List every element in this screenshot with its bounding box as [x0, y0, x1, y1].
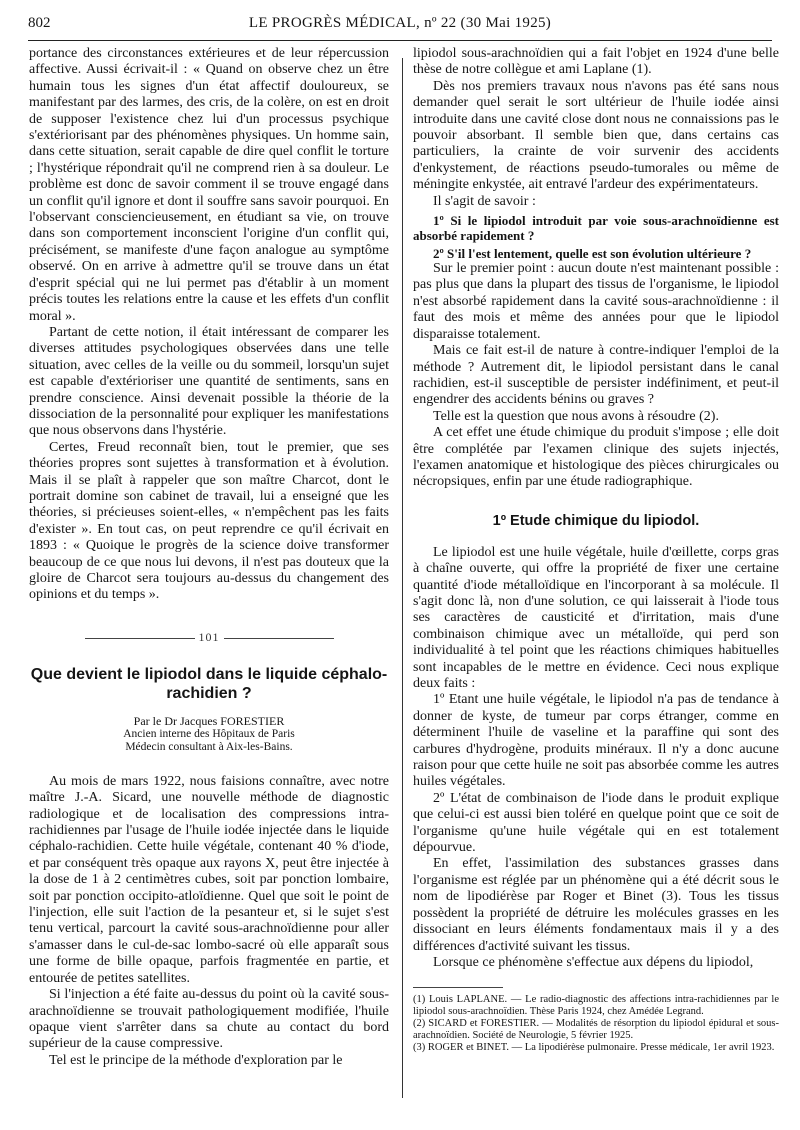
paragraph: Il s'agit de savoir :: [433, 193, 536, 209]
paragraph: Le lipiodol est une huile végétale, huile d'œillette, corps gras à chaîne ouverte, qui offre la propriété de fixer une certaine quantité d'iode métalloïdique en l'incorporant à sa molécule. Il s'agit donc là, non d'une solution, ce qui laisserait à l'iode tous ses caractères de causticité et d'irritation, mais d'une combinaison chimique avec un métalloïde, qui perd son individualité à tel point que les réactions chimiques habituelles sont incapables de le mettre en évidence. Ceci nous explique deux faits :: [413, 544, 779, 691]
paragraph: Mais ce fait est-il de nature à contre-indiquer l'emploi de la méthode ? Autrement dit, le lipiodol persistant dans le canal rachidien, est-il susceptible de persister indéfiniment, et peut-il engendrer des accidents bénins ou graves ?: [413, 343, 779, 408]
right-column: [413, 46, 779, 1054]
question: 2º S'il l'est lentement, quelle est son évolution ultérieure ?: [433, 246, 752, 262]
paragraph: Tel est le principe de la méthode d'exploration par le: [49, 1052, 343, 1068]
footnote: (3) ROGER et BINET. — La lipodiérèse pulmonaire. Presse médicale, 1er avril 1923.: [413, 1042, 775, 1054]
question: 1º Si le lipiodol introduit par voie sous-arachnoïdienne est absorbé rapidement ?: [413, 213, 779, 244]
footnote: (1) Louis LAPLANE. — Le radio-diagnostic des affections intra-rachidiennes par le lipiodol sous-arachnoïdien. Thèse Paris 1924, chez Amédée Legrand.: [413, 994, 779, 1018]
author-affiliation: Ancien interne des Hôpitaux de Paris: [123, 727, 295, 740]
separator-mark: 101: [198, 629, 220, 644]
column-divider: [402, 58, 403, 1098]
paragraph: 1º Etant une huile végétale, le lipiodol n'a pas de tendance à donner de kyste, de tumeur par corps étranger, comme en déterminent l'huile de vaseline et la paraffine qui sont des carbures d'hydrogène, produits minéraux. Il n'y a donc aucune raison pour que cette huile ne soit pas absorbée comme les autres huiles végétales.: [413, 692, 779, 790]
paragraph: Partant de cette notion, il était intéressant de comparer les diverses attitudes psychologiques observées dans une telle situation, avec celles de la veille ou du sommeil, lorsqu'un sujet est capable d'extérioriser une quantité de sentiments, sans en prendre conscience. Ainsi devenait possible la théorie de la dissociation de la personnalité pour expliquer les manifestations que nous observons dans l'hystérie.: [29, 324, 389, 439]
paragraph: Sur le premier point : aucun doute n'est maintenant possible : pas plus que dans la plupart des tissus de l'organisme, le lipiodol n'est absorbé rapidement dans la cavité sous-arachnoïdienne : il faut des mois et même des années pour que le lipiodol disparaisse totalement.: [413, 261, 779, 342]
article-separator: [29, 630, 389, 645]
paragraph: En effet, l'assimilation des substances grasses dans l'organisme est réglée par un phénomène qui a été décrit sous le nom de lipodiérèse par Roger et Binet (3). Tous les tissus possèdent la propriété de détruire les molécules grasses en les dissociant en leurs éléments fondamentaux mais il y a des différences d'activité suivant les tissus.: [413, 856, 779, 954]
author-affiliation: Médecin consultant à Aix-les-Bains.: [125, 740, 293, 753]
paragraph: portance des circonstances extérieures et de leur répercussion affective. Aussi écrivait-il : « Quand on observe chez un être humain tous les signes d'un état affectif douloureux, se manifestant par des larmes, des cris, de la colère, on est en droit de supposer l'existence chez lui d'un processus psychique s'extériorisant par des phénomènes physiques. Un homme sain, dans cette situation, serait capable de dire quel conflit le torture ; l'hystérique répondrait qu'il ne comprend rien à sa douleur. Le problème est donc de savoir comment il se trouve engagé dans un conflit qu'il ignore et dont il souffre sans savoir pourquoi. En l'observant consciencieusement, en étudiant sa vie, on trouve dans son comportement inconscient l'origine d'un conflit qui, précisément, se manifeste d'une façon analogue au symptôme observé. On en arrive à admettre qu'il se trouve dans un état d'esprit spécial qui ne lui permet pas d'établir à un moment précis toutes les relations entre la cause et les effets d'un conflit moral ».: [29, 46, 389, 324]
running-header: [28, 15, 772, 37]
journal-title: LE PROGRÈS MÉDICAL, nº 22 (30 Mai 1925): [248, 15, 552, 31]
paragraph: Au mois de mars 1922, nous faisions connaître, avec notre maître J.-A. Sicard, une nouvelle méthode de diagnostic radiologique et de localisation des compressions intra-rachidiennes par l'usage de l'huile iodée injectée dans le liquide céphalo-rachidien. Cette huile végétale, contenant 40 % d'iode, et par conséquent très opaque aux rayons X, peut être injectée à la dose de 1 à 2 centimètres cubes, soit par ponction lombaire, soit par ponction occipito-atloïdienne. Quel que soit le point de l'injection, elle suit l'action de la pesanteur et, si le sujet s'est tenu vertical, parcourt la cavité sous-arachnoïdienne pour aller s'amasser dans le cul-de-sac lombo-sacré où elle apparaît sous une forme de bille opaque, parfois fragmentée en partie, et entourée de petites satellites.: [29, 773, 389, 986]
footnote-rule: [413, 987, 503, 988]
paragraph: Certes, Freud reconnaît bien, tout le premier, que ses théories propres sont sujettes à transformation et à évolution. Mais il se plaît à rappeler que son maître Charcot, dont le portrait domine son cabinet de travail, lui a enseigné que les théories, si précieuses soient-elles, « n'empêchent pas les faits d'exister ». En tout cas, on peut reprendre ce qu'il écrivait en 1893 : « Quoique le progrès de la science doive transformer beaucoup de ce que nous lui devons, il n'est pas douteux que la gloire de Charcot sera toujours au-dessus du changement des opinions et du temps ».: [29, 439, 389, 603]
page-number: 802: [28, 15, 51, 31]
paragraph: 2º L'état de combinaison de l'iode dans le produit explique que celui-ci est aussi bien toléré en quelque point que ce soit de l'organisme qu'une huile végétale qui en est totalement dépourvue.: [413, 790, 779, 856]
paragraph: A cet effet une étude chimique du produit s'impose ; elle doit être complétée par l'examen clinique des sujets injectés, l'examen anatomique et histologique des pièces chirurgicales ou nécropsiques, enfin par une étude radiographique.: [413, 425, 779, 490]
author: Par le Dr Jacques FORESTIER: [133, 713, 285, 728]
article-title: Que devient le lipiodol dans le liquide céphalo-rachidien ?: [30, 665, 388, 702]
section-title: 1º Etude chimique du lipiodol.: [492, 512, 700, 529]
left-column: [29, 46, 389, 1069]
paragraph: Dès nos premiers travaux nous n'avons pas été sans nous demander quel serait le sort ultérieur de l'huile iodée ainsi introduite dans une cavité close dont nous ne connaissions pas le pouvoir absorbant. Il semble bien que, dans certains cas particuliers, la crainte de voir survenir des accidents d'enkystement, de réactions pseudo-tumorales ou même de méningite enkystée, ait entravé l'ardeur des expérimentateurs.: [413, 78, 779, 193]
footnote: (2) SICARD et FORESTIER. — Modalités de résorption du lipiodol épidural et sous-arachnoïdien. Société de Neurologie, 5 février 1925.: [413, 1018, 779, 1042]
header-rule: [28, 40, 772, 41]
paragraph: Telle est la question que nous avons à résoudre (2).: [433, 408, 719, 424]
paragraph: lipiodol sous-arachnoïdien qui a fait l'objet en 1924 d'une belle thèse de notre collègue et ami Laplane (1).: [413, 46, 779, 78]
paragraph: Lorsque ce phénomène s'effectue aux dépens du lipiodol,: [433, 954, 754, 970]
paragraph: Si l'injection a été faite au-dessus du point où la cavité sous-arachnoïdienne se trouvait pathologiquement modifiée, l'huile opaque vient s'arrêter dans sa chute au contact du bord supérieur de la cause compressive.: [29, 987, 389, 1052]
byline: [29, 715, 389, 754]
